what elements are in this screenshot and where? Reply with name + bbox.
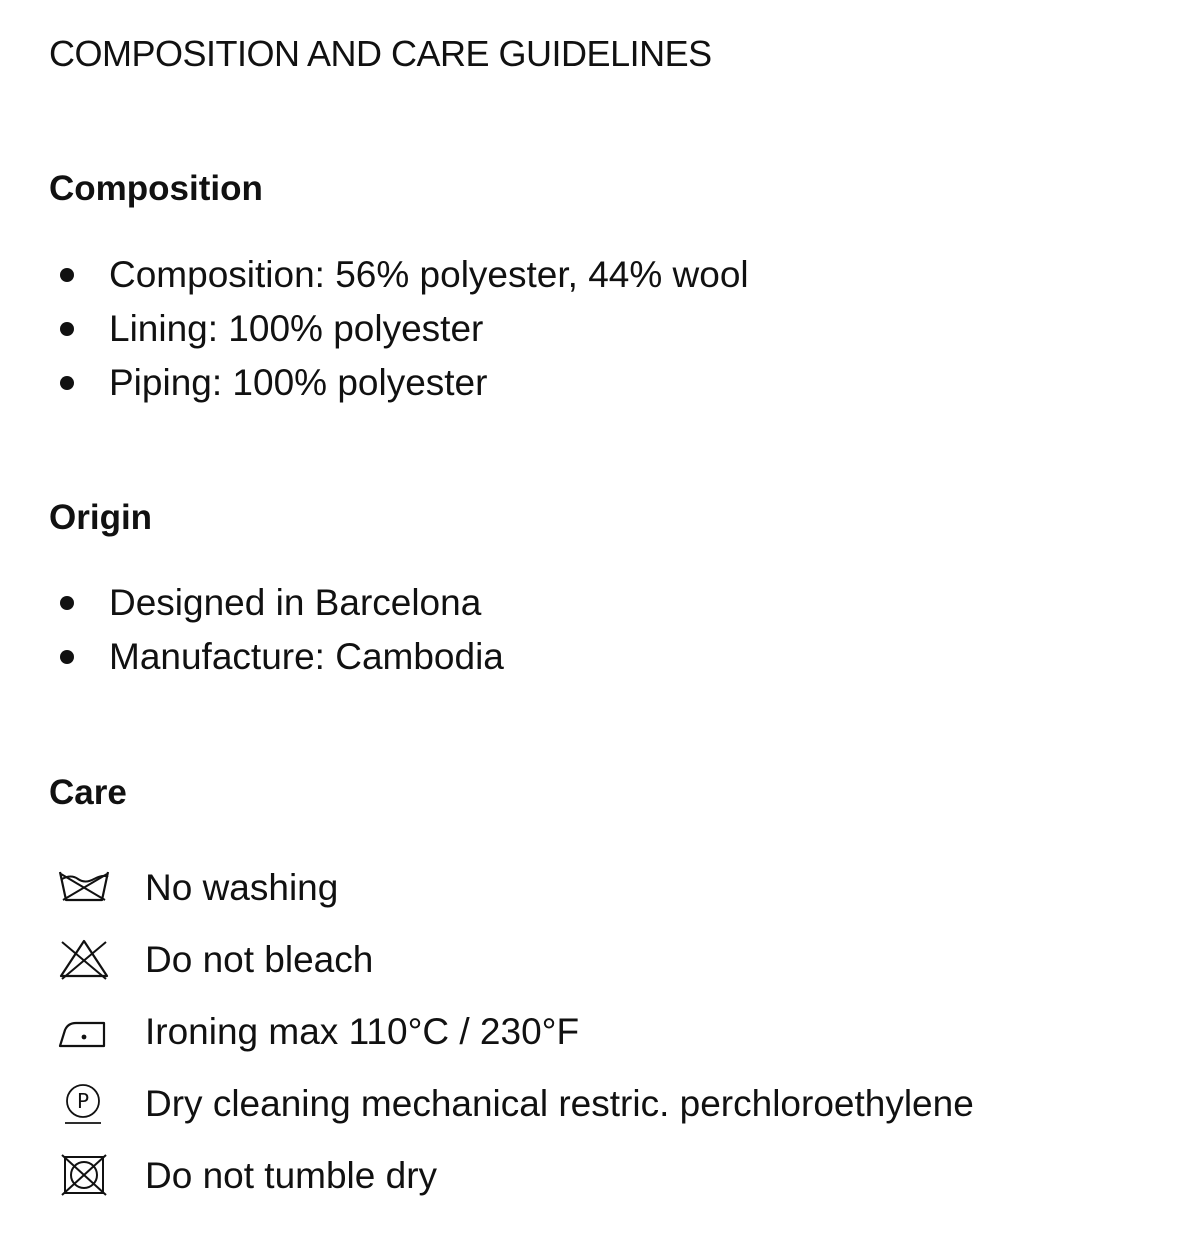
- care-heading: Care: [49, 773, 127, 812]
- list-item: [0, 356, 749, 410]
- page-title: COMPOSITION AND CARE GUIDELINES: [49, 33, 712, 74]
- dry-clean-letter: P: [76, 1089, 90, 1113]
- care-item-label: Dry cleaning mechanical restric. perchloroethylene: [145, 1083, 974, 1124]
- care-list: [0, 852, 974, 1212]
- bullet-icon: [60, 268, 74, 282]
- composition-heading: Composition: [49, 169, 263, 208]
- care-item-dry-cleaning: [0, 1068, 974, 1140]
- designed-item-text: Designed in Barcelona: [109, 582, 482, 623]
- composition-list: [0, 248, 749, 410]
- no-washing-icon: [56, 866, 112, 910]
- no-bleach-icon: [56, 938, 112, 982]
- composition-item-text: Composition: 56% polyester, 44% wool: [109, 254, 749, 295]
- care-item-no-tumble-dry: [0, 1140, 974, 1212]
- list-item: [0, 248, 749, 302]
- care-item-label: Do not bleach: [145, 939, 374, 980]
- care-item-label: Do not tumble dry: [145, 1155, 438, 1196]
- origin-heading: Origin: [49, 498, 153, 537]
- piping-item-text: Piping: 100% polyester: [109, 362, 488, 403]
- manufacture-item-text: Manufacture: Cambodia: [109, 636, 504, 677]
- no-tumble-dry-icon: [56, 1154, 112, 1198]
- lining-item-text: Lining: 100% polyester: [109, 308, 484, 349]
- care-item-no-bleach: [0, 924, 974, 996]
- dry-clean-p-icon: [56, 1082, 112, 1126]
- care-item-ironing: [0, 996, 974, 1068]
- care-item-no-washing: [0, 852, 974, 924]
- care-item-label: Ironing max 110°C / 230°F: [145, 1011, 580, 1052]
- bullet-icon: [60, 650, 74, 664]
- care-item-label: No washing: [145, 867, 339, 908]
- bullet-icon: [60, 596, 74, 610]
- bullet-icon: [60, 376, 74, 390]
- list-item: [0, 576, 504, 630]
- bullet-icon: [60, 322, 74, 336]
- list-item: [0, 630, 504, 684]
- origin-list: [0, 576, 504, 684]
- iron-low-icon: [56, 1010, 112, 1054]
- list-item: [0, 302, 749, 356]
